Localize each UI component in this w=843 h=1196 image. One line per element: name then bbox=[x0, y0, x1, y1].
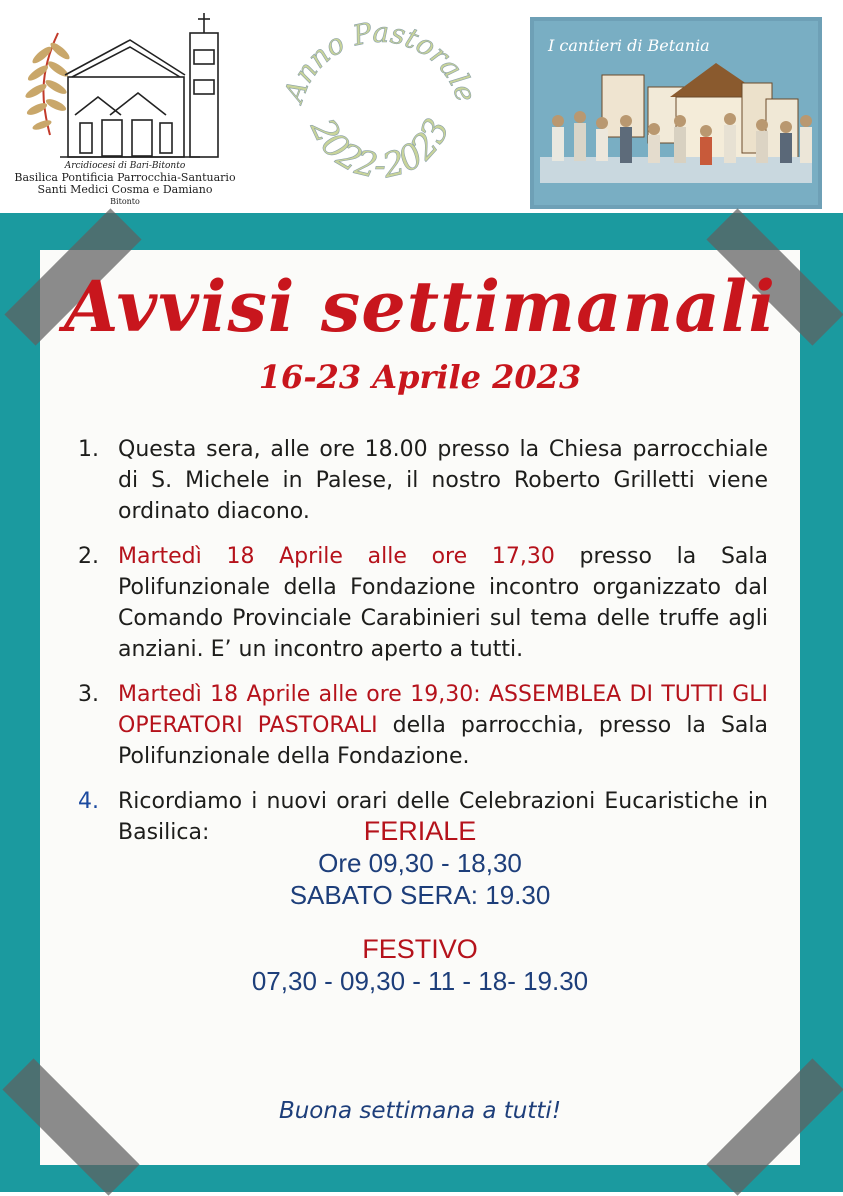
item-highlight: Martedì 18 Aprile alle ore 19,30: ASSEMBLEA DI TUTTI GLI OPERATORI PASTORALI bbox=[118, 682, 768, 738]
palm-frond-icon bbox=[24, 33, 72, 135]
item-highlight: Martedì 18 Aprile alle ore 17,30 bbox=[118, 544, 555, 569]
artwork-title: I cantieri di Betania bbox=[548, 36, 710, 55]
city-name: Bitonto bbox=[110, 197, 140, 206]
feriale-saturday: SABATO SERA: 19.30 bbox=[289, 880, 551, 910]
logo-caption bbox=[10, 160, 240, 208]
basilica-name: Basilica Pontificia Parrocchia-Santuario bbox=[14, 171, 236, 184]
header bbox=[0, 0, 843, 213]
list-item bbox=[78, 679, 768, 772]
saints-name: Santi Medici Cosma e Damiano bbox=[37, 183, 213, 196]
notice-dates: 16-23 Aprile 2023 bbox=[258, 358, 582, 396]
list-item bbox=[78, 541, 768, 665]
notice-title: Avvisi settimanali bbox=[64, 265, 776, 348]
item-text bbox=[118, 679, 768, 772]
item-number: 2. bbox=[78, 544, 99, 569]
archdiocese-name: Arcidiocesi di Bari-Bitonto bbox=[64, 161, 186, 171]
feriale-hours: Ore 09,30 - 18,30 bbox=[318, 848, 522, 878]
closing-greeting: Buona settimana a tutti! bbox=[278, 1098, 562, 1124]
notice-list bbox=[78, 434, 768, 862]
item-number: 4. bbox=[78, 789, 99, 814]
item-text bbox=[118, 541, 768, 665]
festivo-label: FESTIVO bbox=[362, 934, 478, 964]
church-icon bbox=[60, 13, 218, 157]
item-body: presso la Sala Polifunzionale della Fondazione incontro organizzato dal Comando Provinciale Carabinieri sul tema delle truffe agli anziani. E’ un incontro aperto a tutti. bbox=[118, 544, 768, 662]
item-body: Questa sera, alle ore 18.00 presso la Chiesa parrocchiale di S. Michele in Palese, il nostro Roberto Grilletti viene ordinato diacono. bbox=[118, 437, 768, 524]
weekday-schedule bbox=[40, 815, 800, 911]
item-text bbox=[118, 434, 768, 527]
holiday-schedule bbox=[40, 933, 800, 997]
item-number: 1. bbox=[78, 437, 99, 462]
item-body: della parrocchia, presso la Sala Polifunzionale della Fondazione. bbox=[118, 713, 768, 769]
betania-artwork bbox=[530, 17, 822, 209]
svg-text:2022-2023 bbox=[302, 112, 458, 187]
anno-pastorale-emblem bbox=[270, 12, 490, 202]
feriale-label: FERIALE bbox=[363, 816, 477, 846]
item-number: 3. bbox=[78, 682, 99, 707]
svg-text:Anno Pastorale bbox=[276, 16, 483, 109]
item-body: Ricordiamo i nuovi orari delle Celebrazioni Eucaristiche in Basilica: bbox=[118, 789, 768, 845]
list-item bbox=[78, 434, 768, 527]
anno-label: Anno Pastorale bbox=[277, 15, 483, 107]
festivo-hours: 07,30 - 09,30 - 11 - 18- 19.30 bbox=[251, 966, 589, 996]
anno-years: 2022-2023 bbox=[302, 112, 458, 187]
